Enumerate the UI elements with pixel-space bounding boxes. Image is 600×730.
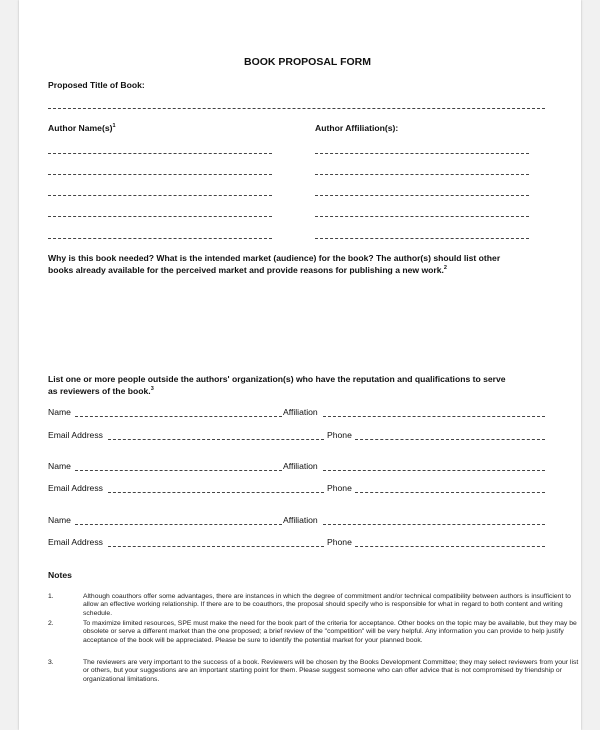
market-question-line1: Why is this book needed? What is the intended market (audience) for the book? The author(s) should list other bbox=[48, 253, 501, 263]
author-affiliation-line[interactable] bbox=[315, 238, 529, 239]
author-name-line[interactable] bbox=[48, 195, 272, 196]
footnote-marker-2: 2 bbox=[443, 265, 447, 272]
author-affiliation-line[interactable] bbox=[315, 195, 529, 196]
author-affiliations-label: Author Affiliation(s): bbox=[315, 123, 399, 133]
reviewer-phone-label: Phone bbox=[327, 537, 352, 547]
author-name-line[interactable] bbox=[48, 216, 272, 217]
note-number: 3. bbox=[48, 659, 54, 666]
reviewer-name-line[interactable] bbox=[75, 416, 282, 417]
author-names-label: Author $Name(s)^1$ bbox=[48, 123, 116, 133]
author-name-line[interactable] bbox=[48, 174, 272, 175]
reviewer-email-line[interactable] bbox=[108, 492, 324, 493]
reviewer-affiliation-line[interactable] bbox=[323, 470, 545, 471]
proposed-title-line[interactable] bbox=[48, 108, 545, 109]
note-text: Although coauthors offer some advantages, there are instances in which the degree of commitment and/or technical compatibility between authors is insufficient to allow an effective working relationship. If there are to be coauthors, the proposal should specify who is responsible for what in regard to both content and writing schedule. bbox=[83, 593, 571, 617]
reviewer-phone-line[interactable] bbox=[355, 546, 545, 547]
author-affiliation-line[interactable] bbox=[315, 153, 529, 154]
author-name-line[interactable] bbox=[48, 238, 272, 239]
reviewer-affiliation-label: Affiliation bbox=[283, 407, 318, 417]
form-title: BOOK PROPOSAL FORM bbox=[244, 56, 371, 68]
reviewer-affiliation-line[interactable] bbox=[323, 524, 545, 525]
reviewer-name-line[interactable] bbox=[75, 524, 282, 525]
reviewer-name-line[interactable] bbox=[75, 470, 282, 471]
reviewer-phone-line[interactable] bbox=[355, 492, 545, 493]
proposed-title-label: Proposed Title of Book: bbox=[48, 80, 145, 90]
author-affiliation-line[interactable] bbox=[315, 216, 529, 217]
reviewer-email-label: Email Address bbox=[48, 537, 103, 547]
note-number: 2. bbox=[48, 620, 54, 627]
author-affiliation-line[interactable] bbox=[315, 174, 529, 175]
reviewer-name-label: Name bbox=[48, 515, 71, 525]
reviewer-phone-label: Phone bbox=[327, 483, 352, 493]
form-page bbox=[19, 0, 581, 730]
reviewers-instruction-line2: as reviewers of the book.$^3$ bbox=[48, 386, 154, 396]
reviewer-phone-label: Phone bbox=[327, 430, 352, 440]
reviewers-instruction-line1: List one or more people outside the authors' organization(s) who have the reputation and qualifications to serve bbox=[48, 374, 506, 384]
reviewer-email-line[interactable] bbox=[108, 439, 324, 440]
reviewer-email-label: Email Address bbox=[48, 483, 103, 493]
footnote-marker-1: 1 bbox=[112, 123, 116, 130]
note-number: 1. bbox=[48, 593, 54, 600]
footnote-marker-3: 3 bbox=[150, 386, 154, 393]
reviewer-name-label: Name bbox=[48, 461, 71, 471]
reviewer-name-label: Name bbox=[48, 407, 71, 417]
note-text: To maximize limited resources, SPE must make the need for the book part of the criteria for acceptance. Other books on the topic may be available, but they may be obsolete or serve a different market than the one proposed; a brief review of the "competition" will be very helpful. Any information you can provide to help justify acceptance of the book will be appreciated. Please be sure to identify the potential market for your planned book. bbox=[83, 620, 577, 644]
reviewer-affiliation-label: Affiliation bbox=[283, 461, 318, 471]
market-question-line2: books already available for the perceived market and provide reasons for publishing a new work.$^2$ bbox=[48, 265, 447, 275]
reviewer-affiliation-line[interactable] bbox=[323, 416, 545, 417]
reviewer-affiliation-label: Affiliation bbox=[283, 515, 318, 525]
notes-heading: Notes bbox=[48, 570, 72, 580]
reviewer-email-label: Email Address bbox=[48, 430, 103, 440]
reviewer-email-line[interactable] bbox=[108, 546, 324, 547]
author-name-line[interactable] bbox=[48, 153, 272, 154]
note-text: The reviewers are very important to the success of a book. Reviewers will be chosen by the Books Development Committee; they may select reviewers from your list or others, but your suggestions are an important starting point for them. Please suggest someone who can offer advice that is not compromised by friendship or organizational limitations. bbox=[83, 659, 579, 683]
market-answer-area[interactable] bbox=[48, 280, 545, 370]
reviewer-phone-line[interactable] bbox=[355, 439, 545, 440]
